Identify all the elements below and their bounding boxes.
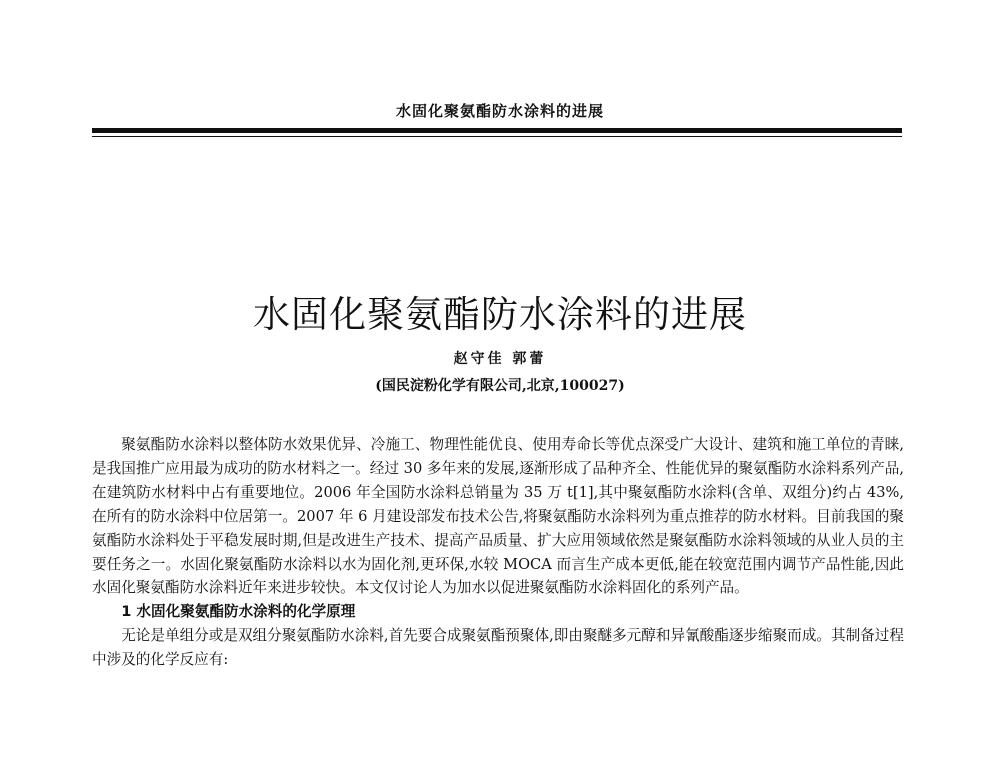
paragraph-section-1: 无论是单组分或是双组分聚氨酯防水涂料,首先要合成聚氨酯预聚体,即由聚醚多元醇和异氰酸酯逐步缩聚而成。其制备过程中涉及的化学反应有: [92,627,904,669]
paper-title: 水固化聚氨酯防水涂料的进展 [253,293,747,336]
paragraph-intro: 聚氨酯防水涂料以整体防水效果优异、冷施工、物理性能优良、使用寿命长等优点深受广大设计、建筑和施工单位的青睐,是我国推广应用最为成功的防水材料之一。经过 30 多年来的发展,逐渐形成了品种齐全、性能优异的聚氨酯防水涂料系列产品,在建筑防水材料中占有重要地位。2006 年全国防水涂料总销量为 35 万 t[1],其中聚氨酯防水涂料(含单、双组分)约占 43%,在所有的防水涂料中位居第一。2007 年 6 月建设部发布技术公告,将聚氨酯防水涂料列为重点推荐的防水材料。目前我国的聚氨酯防水涂料处于平稳发展时期,但是改进生产技术、提高产品质量、扩大应用领域依然是聚氨酯防水涂料领域的从业人员的主要任务之一。水固化聚氨酯防水涂料以水为固化剂,更环保,水较 MOCA 而言生产成本更低,能在较宽范围内调节产品性能,因此水固化聚氨酯防水涂料近年来进步较快。本文仅讨论人为加水以促进聚氨酯防水涂料固化的系列产品。 [92,436,904,597]
running-head: 水固化聚氨酯防水涂料的进展 [395,102,604,120]
authors: 赵守佳 郭蕾 [453,351,547,367]
affiliation: (国民淀粉化学有限公司,北京,100027) [375,378,625,394]
header-rule-thick [92,128,902,133]
section-heading-1: 1 水固化聚氨酯防水涂料的化学原理 [121,603,356,621]
header-rule-thin [92,136,902,137]
body-text [92,433,904,672]
